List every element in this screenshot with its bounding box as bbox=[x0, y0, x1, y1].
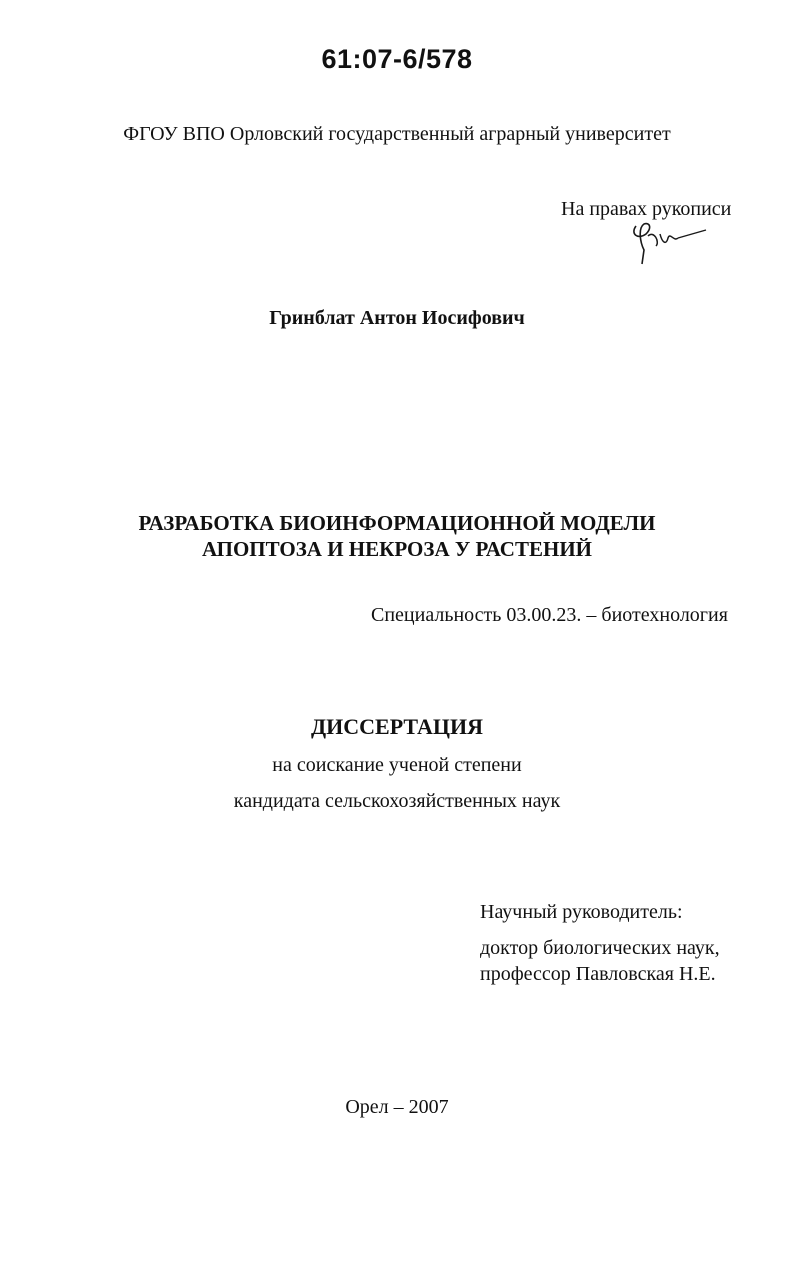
city-year: Орел – 2007 bbox=[345, 1096, 449, 1118]
supervisor-title: доктор биологических наук, bbox=[480, 937, 720, 959]
handwritten-signature bbox=[626, 212, 710, 266]
document-type: ДИССЕРТАЦИЯ bbox=[311, 714, 483, 739]
supervisor-name: профессор Павловская Н.Е. bbox=[480, 963, 716, 985]
title-line-2: АПОПТОЗА И НЕКРОЗА У РАСТЕНИЙ bbox=[201, 537, 592, 561]
dissertation-title bbox=[0, 510, 794, 562]
degree-line-2: кандидата сельскохозяйственных наук bbox=[233, 790, 561, 812]
archive-stamp-number: 61:07-6/578 bbox=[321, 44, 473, 74]
manuscript-rights-note: На правах рукописи bbox=[561, 198, 732, 220]
institution-name: ФГОУ ВПО Орловский государственный аграрный университет bbox=[123, 123, 671, 145]
degree-line-1: на соискание ученой степени bbox=[272, 754, 522, 776]
specialty-line: Специальность 03.00.23. – биотехнология bbox=[371, 604, 728, 626]
supervisor-label: Научный руководитель: bbox=[480, 901, 683, 923]
title-line-1: РАЗРАБОТКА БИОИНФОРМАЦИОННОЙ МОДЕЛИ bbox=[138, 511, 656, 535]
author-name: Гринблат Антон Иосифович bbox=[269, 307, 525, 329]
